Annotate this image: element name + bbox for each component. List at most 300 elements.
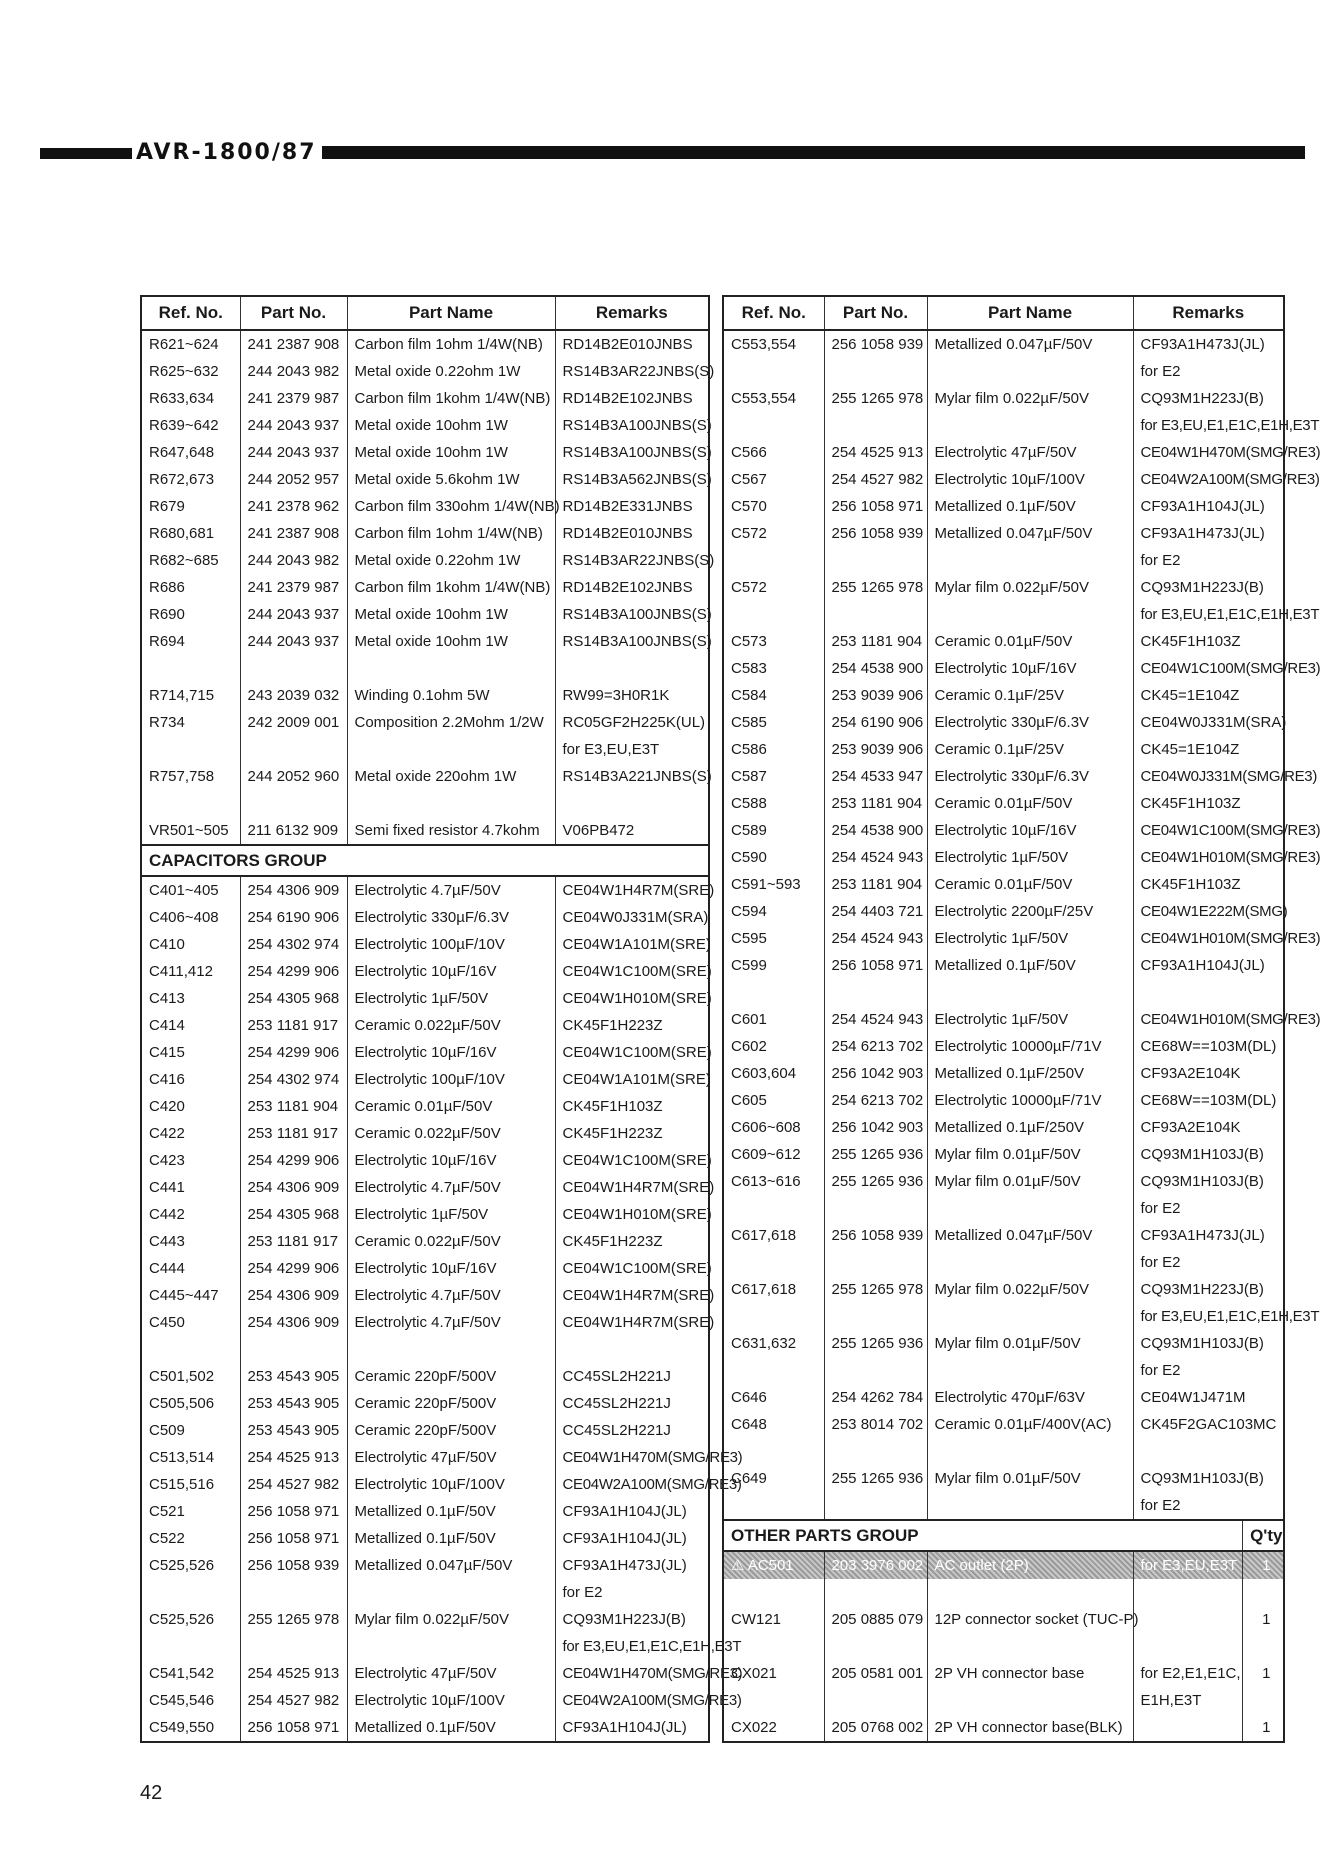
remarks-cell: [555, 1336, 709, 1363]
ref-no-cell: C646: [731, 1389, 767, 1406]
table-row: [141, 904, 709, 931]
part-no-cell: [824, 1249, 927, 1276]
remarks-cell: CE68W==103M(DL): [1133, 1033, 1284, 1060]
remarks-cell: CK45F1H223Z: [555, 1228, 709, 1255]
ref-no-cell: R647,648: [149, 444, 215, 461]
part-name-cell: [347, 1633, 555, 1660]
part-no-cell: 254 4306 909: [240, 876, 347, 904]
ref-no-cell: C450: [149, 1314, 185, 1331]
table-row: [723, 952, 1284, 979]
table-row: [141, 601, 709, 628]
part-no-cell: 255 1265 936: [824, 1168, 927, 1195]
part-name-cell: Electrolytic 47µF/50V: [347, 1444, 555, 1471]
table-row: [141, 1606, 709, 1633]
part-no-cell: [824, 412, 927, 439]
part-name-cell: Ceramic 0.01µF/50V: [927, 790, 1133, 817]
table-row: [141, 1147, 709, 1174]
ref-no-cell: C443: [149, 1233, 185, 1250]
table-row: [723, 1087, 1284, 1114]
remarks-cell: RS14B3A100JNBS(S): [555, 628, 709, 655]
remarks-cell: for E3,EU,E1,E1C,E1H,E3T: [1133, 412, 1284, 439]
table-row: [141, 1390, 709, 1417]
ref-no-cell: C406~408: [149, 909, 219, 926]
part-no-cell: 254 4302 974: [240, 1066, 347, 1093]
remarks-cell: for E3,EU,E1,E1C,E1H,E3T: [555, 1633, 709, 1660]
ref-no-cell: C445~447: [149, 1287, 219, 1304]
part-name-cell: Metallized 0.1µF/50V: [347, 1498, 555, 1525]
header-bar-left: [40, 148, 132, 159]
part-no-cell: 253 4543 905: [240, 1417, 347, 1444]
ref-no-cell: C553,554: [731, 390, 797, 407]
part-no-cell: 254 4524 943: [824, 925, 927, 952]
remarks-cell: CE04W1H010M(SMG/RE3): [1133, 925, 1284, 952]
remarks-cell: [555, 790, 709, 817]
part-name-cell: Electrolytic 10µF/16V: [347, 958, 555, 985]
remarks-cell: CK45F1H103Z: [555, 1093, 709, 1120]
ref-no-cell: C589: [731, 822, 767, 839]
part-no-cell: 203 3976 002: [824, 1551, 927, 1579]
ref-no-cell: C545,546: [149, 1692, 215, 1709]
part-name-cell: Electrolytic 10µF/100V: [347, 1687, 555, 1714]
part-no-cell: 254 4305 968: [240, 985, 347, 1012]
table-row: [141, 985, 709, 1012]
table-row: [723, 1687, 1284, 1714]
part-no-cell: 255 1265 936: [824, 1330, 927, 1357]
ref-no-cell: R621~624: [149, 336, 219, 353]
remarks-cell: [1133, 1714, 1242, 1742]
table-row: [141, 709, 709, 736]
remarks-cell: CE04W1H4R7M(SRE): [555, 1282, 709, 1309]
ref-no-cell: C566: [731, 444, 767, 461]
remarks-cell: for E2,E1,E1C,: [1133, 1660, 1242, 1687]
remarks-cell: CE04W1C100M(SRE): [555, 1147, 709, 1174]
remarks-cell: CE68W==103M(DL): [1133, 1087, 1284, 1114]
qty-cell: [1242, 1633, 1284, 1660]
part-no-cell: 254 4403 721: [824, 898, 927, 925]
remarks-cell: RS14B3A562JNBS(S): [555, 466, 709, 493]
ref-no-cell: [723, 1438, 824, 1465]
table-row: [723, 736, 1284, 763]
part-name-cell: Electrolytic 1µF/50V: [347, 1201, 555, 1228]
right-header-part-name: Part Name: [927, 296, 1133, 330]
part-name-cell: Mylar film 0.022µF/50V: [347, 1606, 555, 1633]
ref-no-cell: R682~685: [149, 552, 219, 569]
right-header-remarks: Remarks: [1133, 296, 1284, 330]
part-no-cell: [824, 601, 927, 628]
part-name-cell: [927, 1687, 1133, 1714]
part-no-cell: 254 4538 900: [824, 655, 927, 682]
part-no-cell: 255 1265 978: [240, 1606, 347, 1633]
ref-no-cell: CW121: [731, 1611, 782, 1628]
table-row: [141, 817, 709, 845]
part-no-cell: 244 2043 982: [240, 547, 347, 574]
part-no-cell: [824, 1579, 927, 1606]
part-name-cell: Electrolytic 10000µF/71V: [927, 1033, 1133, 1060]
page-number: 42: [140, 1782, 163, 1804]
table-row: [141, 439, 709, 466]
part-name-cell: Composition 2.2Mohm 1/2W: [347, 709, 555, 736]
part-no-cell: 205 0768 002: [824, 1714, 927, 1742]
remarks-cell: CE04W1C100M(SRE): [555, 1255, 709, 1282]
table-row: [723, 1276, 1284, 1303]
remarks-cell: CE04W1E222M(SMG): [1133, 898, 1284, 925]
part-name-cell: Metallized 0.1µF/50V: [927, 952, 1133, 979]
part-no-cell: 254 4299 906: [240, 958, 347, 985]
part-name-cell: Carbon film 1kohm 1/4W(NB): [347, 574, 555, 601]
remarks-cell: CK45=1E104Z: [1133, 682, 1284, 709]
part-no-cell: 253 1181 904: [824, 628, 927, 655]
ref-no-cell: C601: [731, 1011, 767, 1028]
table-row: [141, 1255, 709, 1282]
part-name-cell: Electrolytic 1µF/50V: [927, 1006, 1133, 1033]
part-no-cell: [240, 736, 347, 763]
part-name-cell: Ceramic 220pF/500V: [347, 1417, 555, 1444]
remarks-cell: CQ93M1H103J(B): [1133, 1141, 1284, 1168]
part-name-cell: Metallized 0.1µF/250V: [927, 1060, 1133, 1087]
ref-no-cell: C606~608: [731, 1119, 801, 1136]
left-header-part-no: Part No.: [240, 296, 347, 330]
part-name-cell: Ceramic 0.022µF/50V: [347, 1120, 555, 1147]
part-no-cell: 241 2387 908: [240, 330, 347, 358]
remarks-cell: CE04W1H470M(SMG/RE3): [1133, 439, 1284, 466]
part-name-cell: Carbon film 1kohm 1/4W(NB): [347, 385, 555, 412]
ref-no-cell: C549,550: [149, 1719, 215, 1736]
part-name-cell: Mylar film 0.01µF/50V: [927, 1168, 1133, 1195]
ref-no-cell: C649: [731, 1470, 767, 1487]
part-no-cell: 254 4262 784: [824, 1384, 927, 1411]
part-name-cell: [927, 1195, 1133, 1222]
part-name-cell: Ceramic 0.1µF/25V: [927, 682, 1133, 709]
ref-no-cell: C422: [149, 1125, 185, 1142]
remarks-cell: RS14B3A100JNBS(S): [555, 439, 709, 466]
remarks-cell: CF93A1H104J(JL): [555, 1498, 709, 1525]
table-row: [723, 1606, 1284, 1633]
table-row: [141, 520, 709, 547]
part-no-cell: 254 4525 913: [824, 439, 927, 466]
part-name-cell: [927, 1303, 1133, 1330]
ref-no-cell: C553,554: [731, 336, 797, 353]
table-row: [723, 1141, 1284, 1168]
part-no-cell: 244 2043 937: [240, 601, 347, 628]
ref-no-cell: [723, 1357, 824, 1384]
table-row: [141, 385, 709, 412]
part-no-cell: 253 1181 917: [240, 1228, 347, 1255]
remarks-cell: CF93A1H473J(JL): [1133, 330, 1284, 358]
part-no-cell: 253 9039 906: [824, 736, 927, 763]
part-name-cell: Carbon film 330ohm 1/4W(NB): [347, 493, 555, 520]
table-row: [141, 1282, 709, 1309]
part-name-cell: Electrolytic 2200µF/25V: [927, 898, 1133, 925]
part-name-cell: Electrolytic 470µF/63V: [927, 1384, 1133, 1411]
ref-no-cell: C573: [731, 633, 767, 650]
table-row: [141, 574, 709, 601]
table-row: [723, 493, 1284, 520]
part-no-cell: 254 6190 906: [824, 709, 927, 736]
ref-no-cell: C509: [149, 1422, 185, 1439]
part-name-cell: [927, 1492, 1133, 1520]
ref-no-cell: C442: [149, 1206, 185, 1223]
table-row: [141, 1228, 709, 1255]
part-no-cell: 244 2043 937: [240, 412, 347, 439]
header-title: AVR-1800/87: [136, 140, 317, 165]
part-no-cell: 253 1181 917: [240, 1120, 347, 1147]
table-row: [141, 736, 709, 763]
table-row: [141, 1471, 709, 1498]
part-no-cell: [824, 979, 927, 1006]
part-no-cell: 241 2379 987: [240, 574, 347, 601]
part-name-cell: Electrolytic 1µF/50V: [347, 985, 555, 1012]
ref-no-cell: [723, 1579, 824, 1606]
table-row: [723, 330, 1284, 358]
table-row: [141, 790, 709, 817]
remarks-cell: CK45F1H223Z: [555, 1012, 709, 1039]
left-header-remarks: Remarks: [555, 296, 709, 330]
part-name-cell: Metallized 0.1µF/250V: [927, 1114, 1133, 1141]
part-name-cell: Metal oxide 10ohm 1W: [347, 601, 555, 628]
part-no-cell: 243 2039 032: [240, 682, 347, 709]
table-row: [141, 1093, 709, 1120]
remarks-cell: CC45SL2H221J: [555, 1390, 709, 1417]
remarks-cell: CE04W1H4R7M(SRE): [555, 1174, 709, 1201]
part-name-cell: Electrolytic 330µF/6.3V: [927, 763, 1133, 790]
remarks-cell: RC05GF2H225K(UL): [555, 709, 709, 736]
remarks-cell: [1133, 1438, 1284, 1465]
part-no-cell: 253 4543 905: [240, 1363, 347, 1390]
ref-no-cell: R686: [149, 579, 185, 596]
group-heading-row: [723, 1520, 1284, 1551]
ref-no-cell: C570: [731, 498, 767, 515]
part-name-cell: Ceramic 0.022µF/50V: [347, 1228, 555, 1255]
remarks-cell: CQ93M1H103J(B): [1133, 1330, 1284, 1357]
table-row: [723, 601, 1284, 628]
table-row: [141, 763, 709, 790]
part-no-cell: 254 4525 913: [240, 1444, 347, 1471]
remarks-cell: CF93A1H104J(JL): [555, 1525, 709, 1552]
table-row: [723, 898, 1284, 925]
table-row: [723, 709, 1284, 736]
part-no-cell: 253 1181 904: [824, 790, 927, 817]
remarks-cell: RD14B2E331JNBS: [555, 493, 709, 520]
ref-no-cell: C591~593: [731, 876, 801, 893]
table-row: [141, 655, 709, 682]
remarks-cell: [1133, 1606, 1242, 1633]
part-name-cell: Electrolytic 10µF/100V: [347, 1471, 555, 1498]
part-name-cell: Electrolytic 4.7µF/50V: [347, 1282, 555, 1309]
part-no-cell: 241 2379 987: [240, 385, 347, 412]
ref-no-cell: C585: [731, 714, 767, 731]
remarks-cell: CE04W1C100M(SMG/RE3): [1133, 817, 1284, 844]
ref-no-cell: C515,516: [149, 1476, 215, 1493]
remarks-cell: for E2: [1133, 1249, 1284, 1276]
qty-cell: 1: [1242, 1714, 1284, 1742]
table-row: [141, 1552, 709, 1579]
remarks-cell: CE04W0J331M(SMG/RE3): [1133, 763, 1284, 790]
ref-no-cell: C414: [149, 1017, 185, 1034]
table-row: [723, 1303, 1284, 1330]
remarks-cell: CE04W0J331M(SRA): [1133, 709, 1284, 736]
remarks-cell: RD14B2E010JNBS: [555, 520, 709, 547]
table-row: [723, 1033, 1284, 1060]
table-row: [723, 1465, 1284, 1492]
part-no-cell: 253 4543 905: [240, 1390, 347, 1417]
part-name-cell: Mylar film 0.022µF/50V: [927, 574, 1133, 601]
part-no-cell: 244 2043 937: [240, 628, 347, 655]
part-name-cell: Electrolytic 1µF/50V: [927, 844, 1133, 871]
part-name-cell: Metal oxide 0.22ohm 1W: [347, 358, 555, 385]
ref-no-cell: [141, 736, 240, 763]
part-no-cell: 254 4533 947: [824, 763, 927, 790]
left-header-ref-no: Ref. No.: [141, 296, 240, 330]
part-no-cell: [240, 1336, 347, 1363]
ref-no-cell: C410: [149, 936, 185, 953]
part-name-cell: Mylar film 0.01µF/50V: [927, 1330, 1133, 1357]
table-row: [141, 1363, 709, 1390]
remarks-cell: for E3,EU,E1,E1C,E1H,E3T: [1133, 601, 1284, 628]
ref-no-cell: C648: [731, 1416, 767, 1433]
table-row: [723, 547, 1284, 574]
remarks-cell: for E3,EU,E3T: [1133, 1551, 1242, 1579]
part-no-cell: [824, 547, 927, 574]
part-no-cell: 241 2387 908: [240, 520, 347, 547]
remarks-cell: CE04W1H4R7M(SRE): [555, 1309, 709, 1336]
table-row: [723, 1579, 1284, 1606]
part-name-cell: Electrolytic 10µF/16V: [347, 1147, 555, 1174]
part-name-cell: Electrolytic 10µF/100V: [927, 466, 1133, 493]
table-row: [141, 493, 709, 520]
ref-no-cell: [141, 655, 240, 682]
ref-no-cell: [723, 1492, 824, 1520]
table-row: [723, 655, 1284, 682]
part-name-cell: [927, 358, 1133, 385]
ref-no-cell: R672,673: [149, 471, 215, 488]
part-name-cell: Metallized 0.1µF/50V: [347, 1525, 555, 1552]
remarks-cell: for E2: [1133, 1195, 1284, 1222]
table-row: [723, 1357, 1284, 1384]
part-no-cell: 256 1042 903: [824, 1114, 927, 1141]
remarks-cell: CE04W1C100M(SMG/RE3): [1133, 655, 1284, 682]
remarks-cell: RS14B3A100JNBS(S): [555, 412, 709, 439]
ref-no-cell: CX021: [731, 1665, 777, 1682]
part-no-cell: [824, 1303, 927, 1330]
table-row: [723, 1384, 1284, 1411]
table-row: [723, 1633, 1284, 1660]
group-heading-row: [141, 845, 709, 876]
qty-cell: [1242, 1687, 1284, 1714]
ref-no-cell: [723, 1633, 824, 1660]
remarks-cell: for E2: [1133, 358, 1284, 385]
part-no-cell: [824, 1633, 927, 1660]
part-no-cell: 254 6213 702: [824, 1033, 927, 1060]
ref-no-cell: [141, 1579, 240, 1606]
remarks-cell: for E2: [1133, 1492, 1284, 1520]
part-no-cell: 241 2378 962: [240, 493, 347, 520]
part-name-cell: [347, 655, 555, 682]
remarks-cell: CE04W0J331M(SRA): [555, 904, 709, 931]
part-name-cell: Metallized 0.047µF/50V: [927, 1222, 1133, 1249]
remarks-cell: CQ93M1H223J(B): [555, 1606, 709, 1633]
ref-no-cell: R690: [149, 606, 185, 623]
part-name-cell: Ceramic 220pF/500V: [347, 1363, 555, 1390]
qty-cell: 1: [1242, 1606, 1284, 1633]
table-row: [141, 1174, 709, 1201]
remarks-cell: CK45F1H103Z: [1133, 790, 1284, 817]
left-header-part-name: Part Name: [347, 296, 555, 330]
ref-no-cell: C401~405: [149, 882, 219, 899]
ref-no-cell: C617,618: [731, 1227, 797, 1244]
table-row: [723, 1114, 1284, 1141]
table-row: [141, 1201, 709, 1228]
part-no-cell: 255 1265 978: [824, 574, 927, 601]
ref-no-cell: R679: [149, 498, 185, 515]
part-no-cell: 244 2043 982: [240, 358, 347, 385]
part-no-cell: [240, 1579, 347, 1606]
part-name-cell: [927, 601, 1133, 628]
remarks-cell: CF93A1H104J(JL): [555, 1714, 709, 1742]
table-row: [723, 1249, 1284, 1276]
part-no-cell: [824, 1195, 927, 1222]
part-name-cell: [347, 790, 555, 817]
remarks-cell: CE04W1H470M(SMG/RE3): [555, 1660, 709, 1687]
remarks-cell: CE04W1A101M(SRE): [555, 1066, 709, 1093]
part-name-cell: Electrolytic 4.7µF/50V: [347, 1309, 555, 1336]
remarks-cell: [1133, 1579, 1242, 1606]
ref-no-cell: C584: [731, 687, 767, 704]
ref-no-cell: C521: [149, 1503, 185, 1520]
ref-no-cell: C505,506: [149, 1395, 215, 1412]
remarks-cell: CK45=1E104Z: [1133, 736, 1284, 763]
table-row: [141, 1714, 709, 1742]
part-name-cell: Metal oxide 10ohm 1W: [347, 412, 555, 439]
part-name-cell: Metallized 0.1µF/50V: [347, 1714, 555, 1742]
ref-no-cell: C572: [731, 579, 767, 596]
ref-no-cell: C609~612: [731, 1146, 801, 1163]
ref-no-cell: C411,412: [149, 963, 213, 980]
remarks-cell: CF93A1H473J(JL): [555, 1552, 709, 1579]
part-name-cell: [927, 1438, 1133, 1465]
ref-no-cell: R639~642: [149, 417, 219, 434]
part-name-cell: Ceramic 0.01µF/50V: [347, 1093, 555, 1120]
part-no-cell: 256 1058 971: [824, 952, 927, 979]
part-name-cell: [927, 412, 1133, 439]
part-no-cell: 254 4527 982: [240, 1471, 347, 1498]
part-name-cell: Ceramic 0.022µF/50V: [347, 1012, 555, 1039]
part-no-cell: 255 1265 936: [824, 1141, 927, 1168]
part-name-cell: Electrolytic 10µF/16V: [347, 1039, 555, 1066]
table-row: [723, 790, 1284, 817]
part-name-cell: Ceramic 0.01µF/50V: [927, 871, 1133, 898]
ref-no-cell: [723, 1687, 824, 1714]
part-name-cell: Electrolytic 4.7µF/50V: [347, 876, 555, 904]
ref-no-cell: C594: [731, 903, 767, 920]
table-row: [141, 1660, 709, 1687]
remarks-cell: CE04W1H470M(SMG/RE3): [555, 1444, 709, 1471]
table-row: [723, 1006, 1284, 1033]
part-name-cell: Metal oxide 10ohm 1W: [347, 628, 555, 655]
table-row: [723, 925, 1284, 952]
remarks-cell: RD14B2E010JNBS: [555, 330, 709, 358]
part-name-cell: 12P connector socket (TUC-P): [927, 1606, 1133, 1633]
part-no-cell: 254 4305 968: [240, 1201, 347, 1228]
part-name-cell: Electrolytic 10µF/16V: [927, 655, 1133, 682]
remarks-cell: CF93A1H104J(JL): [1133, 493, 1284, 520]
part-name-cell: AC outlet (2P): [927, 1551, 1133, 1579]
remarks-cell: for E3,EU,E3T: [555, 736, 709, 763]
part-name-cell: Electrolytic 1µF/50V: [927, 925, 1133, 952]
ref-no-cell: [723, 1249, 824, 1276]
part-no-cell: [240, 790, 347, 817]
table-row: [723, 1660, 1284, 1687]
part-no-cell: [824, 1357, 927, 1384]
